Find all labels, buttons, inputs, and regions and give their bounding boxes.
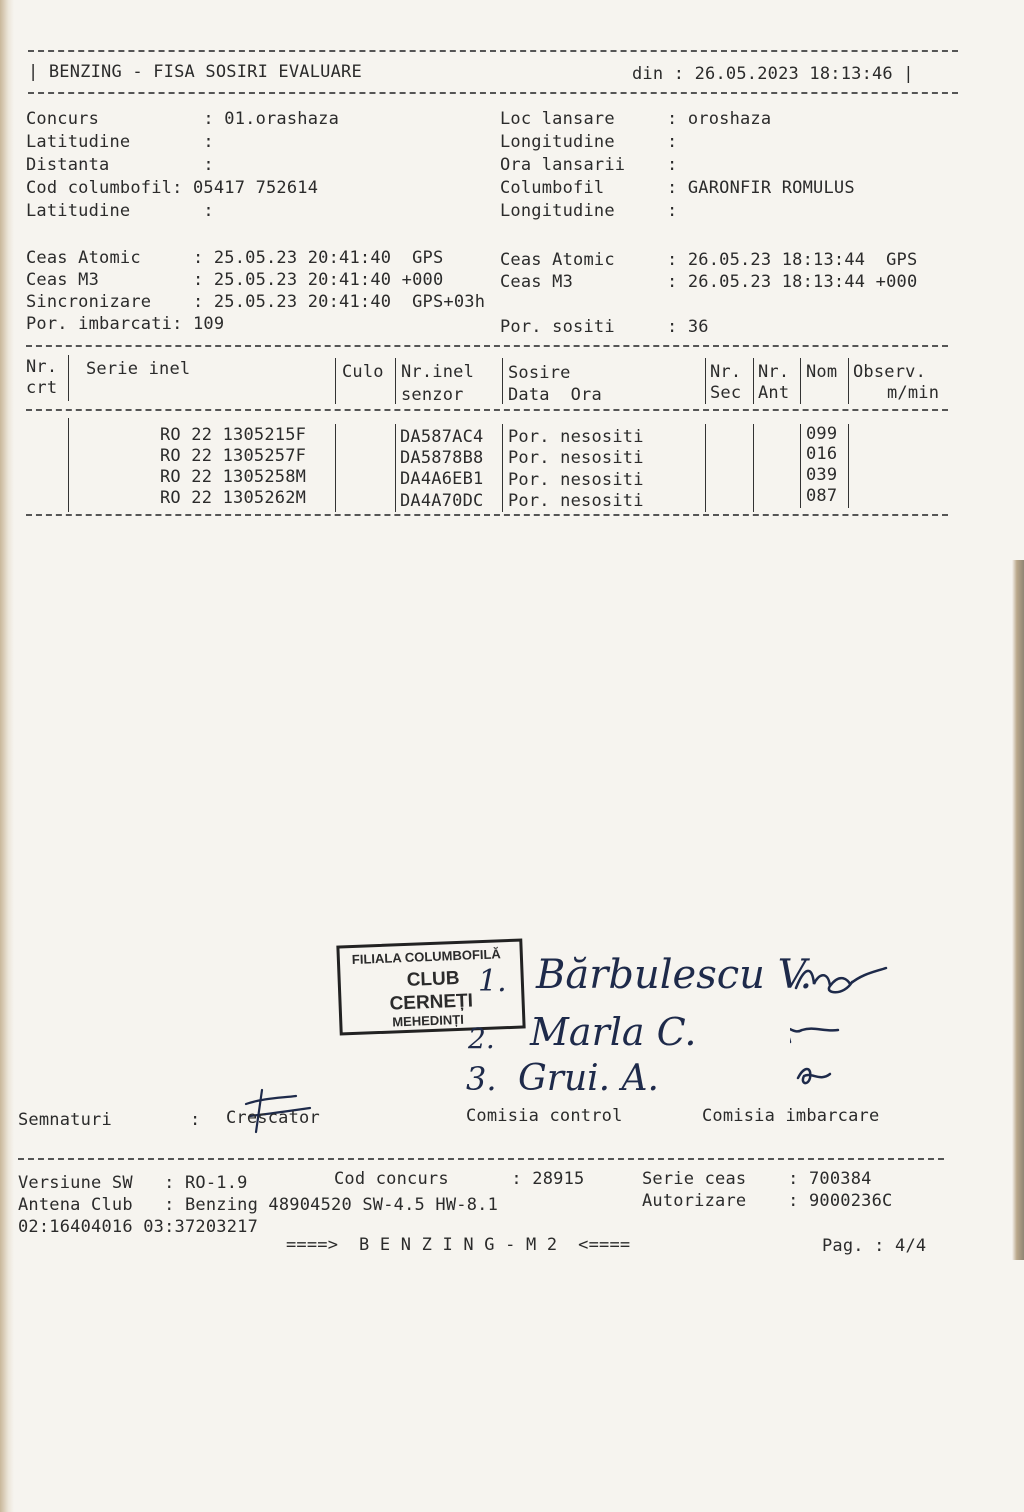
th-rule xyxy=(395,358,396,404)
clock-m3-start: Ceas M3 : 25.05.23 20:41:40 +000 xyxy=(26,270,444,290)
label-comisia-imbarcare: Comisia imbarcare xyxy=(702,1106,880,1126)
table-bottom-divider xyxy=(26,514,948,516)
footer-contest-code: Cod concurs : 28915 xyxy=(334,1169,585,1189)
footer-clock-serial: Serie ceas : 700384 xyxy=(642,1169,872,1189)
th-rule xyxy=(800,358,801,404)
info-fancier: Columbofil : GARONFIR ROMULUS xyxy=(500,178,855,198)
stamp-line-4: MEHEDINȚI xyxy=(392,1011,465,1030)
clock-sync: Sincronizare : 25.05.23 20:41:40 GPS+03h xyxy=(26,292,486,312)
th-m-min: m/min xyxy=(887,383,940,403)
th-nr-sec: Nr. xyxy=(710,362,742,382)
top-divider xyxy=(28,50,958,52)
document-title: | BENZING - FISA SOSIRI EVALUARE xyxy=(28,62,362,82)
table-row-ring: RO 22 1305258M xyxy=(160,467,307,487)
birds-basketed: Por. imbarcati: 109 xyxy=(26,314,225,334)
th-sosire: Sosire xyxy=(508,363,571,383)
handwritten-number-2: 2. xyxy=(468,1022,495,1055)
tb-rule xyxy=(395,424,396,512)
handwritten-number-1: 1. xyxy=(478,964,507,999)
th-observ: Observ. xyxy=(853,362,927,382)
stamp-line-1: FILIALA COLUMBOFILĂ xyxy=(351,946,502,968)
th-rule xyxy=(753,358,754,404)
label-crescator: Crescator xyxy=(226,1108,320,1128)
th-nr-inel: Nr.inel xyxy=(401,362,475,382)
table-row-nom: 016 xyxy=(806,444,838,464)
table-row-nom: 099 xyxy=(806,424,838,444)
th-nr: Nr. xyxy=(26,357,58,377)
table-row-ring: RO 22 1305215F xyxy=(160,425,307,445)
th-ant: Ant xyxy=(758,383,790,403)
footer-banner: ====> B E N Z I N G - M 2 <==== xyxy=(286,1235,631,1255)
info-distance: Distanta : xyxy=(26,155,214,175)
signature-2 xyxy=(790,1058,850,1098)
tb-rule xyxy=(335,424,336,512)
handwritten-name-3: Grui. A. xyxy=(518,1058,659,1099)
signatures-colon: : xyxy=(190,1110,201,1130)
header-divider xyxy=(28,92,958,94)
signatures-label: Semnaturi xyxy=(18,1110,112,1130)
info-release-place: Loc lansare : oroshaza xyxy=(500,109,772,129)
info-release-time: Ora lansarii : xyxy=(500,155,678,175)
th-nom: Nom xyxy=(806,362,838,382)
tb-rule xyxy=(800,424,801,508)
table-header-divider xyxy=(26,409,948,411)
table-row-status: Por. nesositi xyxy=(508,448,644,468)
clock-atomic-end: Ceas Atomic : 26.05.23 18:13:44 GPS xyxy=(500,250,918,270)
tb-rule xyxy=(848,424,849,508)
signature-1 xyxy=(790,950,900,1060)
info-fancier-code: Cod columbofil: 05417 752614 xyxy=(26,178,319,198)
table-row-sensor: DA4A70DC xyxy=(400,491,484,511)
tb-rule xyxy=(502,424,503,512)
info-latitude: Latitudine : xyxy=(26,132,214,152)
info-contest: Concurs : 01.orashaza xyxy=(26,109,340,129)
page-number: Pag. : 4/4 xyxy=(822,1236,927,1256)
table-row-nom: 039 xyxy=(806,465,838,485)
info-latitude-2: Latitudine : xyxy=(26,201,214,221)
table-top-divider xyxy=(26,345,948,347)
th-crt: crt xyxy=(26,378,58,398)
footer-codes: 02:16404016 03:37203217 xyxy=(18,1217,259,1237)
label-comisia-control: Comisia control xyxy=(466,1106,623,1126)
th-serie-inel: Serie inel xyxy=(86,359,191,379)
info-longitude-2: Longitudine : xyxy=(500,201,678,221)
tb-rule xyxy=(753,424,754,512)
th-rule xyxy=(68,355,69,401)
stamp-line-3: CERNEȚI xyxy=(389,990,474,1015)
clock-m3-end: Ceas M3 : 26.05.23 18:13:44 +000 xyxy=(500,272,918,292)
handwritten-number-3: 3. xyxy=(466,1060,497,1098)
document-date: din : 26.05.2023 18:13:46 | xyxy=(632,64,914,84)
table-row-sensor: DA4A6EB1 xyxy=(400,469,484,489)
th-sec: Sec xyxy=(710,383,742,403)
handwritten-name-2: Marla C. xyxy=(530,1010,697,1054)
birds-arrived: Por. sositi : 36 xyxy=(500,317,709,337)
th-data-ora: Data Ora xyxy=(508,385,602,405)
handwritten-name-1: Bărbulescu V. xyxy=(536,952,813,998)
paper-shadow xyxy=(1012,560,1024,1260)
th-senzor: senzor xyxy=(401,385,464,405)
table-row-status: Por. nesositi xyxy=(508,491,644,511)
stamp-line-2: CLUB xyxy=(406,967,460,991)
tb-rule xyxy=(68,418,69,512)
tb-rule xyxy=(705,424,706,512)
table-row-ring: RO 22 1305257F xyxy=(160,446,307,466)
paper-edge xyxy=(0,0,14,1512)
table-row-nom: 087 xyxy=(806,486,838,506)
th-culo: Culo xyxy=(342,362,384,382)
footer-authorization: Autorizare : 9000236C xyxy=(642,1191,893,1211)
th-rule xyxy=(502,358,503,404)
table-row-sensor: DA587AC4 xyxy=(400,427,484,447)
clock-atomic-start: Ceas Atomic : 25.05.23 20:41:40 GPS xyxy=(26,248,444,268)
th-rule xyxy=(335,358,336,404)
table-row-status: Por. nesositi xyxy=(508,427,644,447)
footer-version: Versiune SW : RO-1.9 xyxy=(18,1173,248,1193)
table-row-ring: RO 22 1305262M xyxy=(160,488,307,508)
th-rule xyxy=(848,358,849,404)
info-longitude: Longitudine : xyxy=(500,132,678,152)
footer-antenna: Antena Club : Benzing 48904520 SW-4.5 HW-8.1 xyxy=(18,1195,499,1215)
th-rule xyxy=(705,358,706,404)
footer-divider xyxy=(18,1158,944,1160)
table-row-sensor: DA5878B8 xyxy=(400,448,484,468)
table-row-status: Por. nesositi xyxy=(508,470,644,490)
th-nr-ant: Nr. xyxy=(758,362,790,382)
